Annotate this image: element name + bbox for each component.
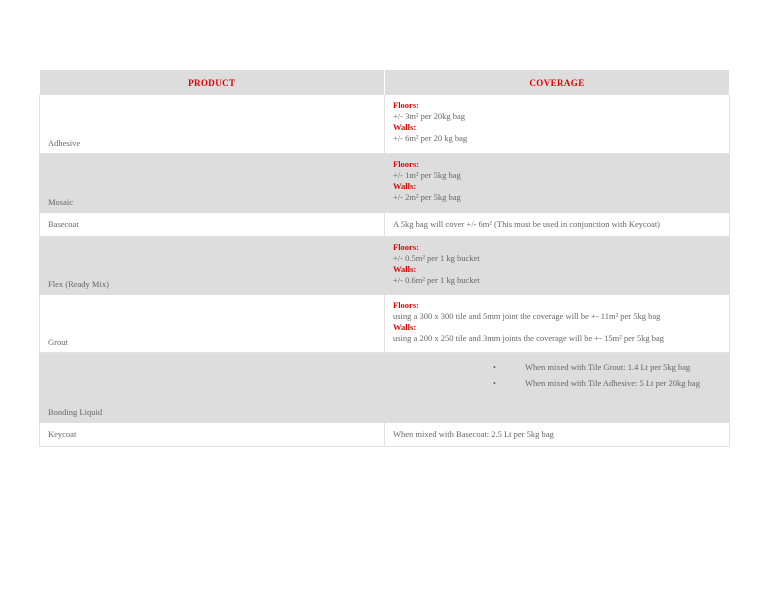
header-coverage: COVERAGE bbox=[385, 70, 730, 95]
table-row bbox=[40, 153, 730, 212]
walls-label: Walls bbox=[393, 122, 414, 132]
floors-label: Floors bbox=[393, 158, 417, 169]
walls-label: Walls bbox=[393, 321, 414, 332]
table-row bbox=[40, 352, 730, 422]
floors-value: +/- 3m² per 20kg bag bbox=[393, 111, 466, 121]
coverage-cell: Floors: +/- 0.5m² per 1 kg bucket Walls: +/- 0.6m² per 1 kg bucket bbox=[385, 236, 730, 294]
bullet-list bbox=[493, 362, 721, 389]
table-header-row bbox=[40, 70, 730, 95]
table-row bbox=[40, 236, 730, 294]
bullet-icon: • bbox=[493, 377, 496, 388]
product-cell: Flex (Ready Mix) bbox=[40, 236, 385, 294]
coverage-cell: Floors: +/- 1m² per 5kg bag Walls: +/- 2m² per 5kg bag bbox=[385, 153, 730, 212]
list-item bbox=[493, 362, 719, 373]
walls-label: Walls bbox=[393, 180, 414, 191]
coverage-cell: When mixed with Basecoat: 2.5 Lt per 5kg bag bbox=[385, 422, 730, 446]
coverage-table bbox=[39, 70, 730, 447]
header-product: PRODUCT bbox=[40, 70, 385, 95]
coverage-cell: A 5kg bag will cover +/- 6m² (This must be used in conjunction with Keycoat) bbox=[385, 212, 730, 236]
bullet-icon: • bbox=[493, 361, 496, 372]
walls-value: +/- 6m² per 20 kg bag bbox=[393, 133, 468, 143]
floors-value: +/- 1m² per 5kg bag bbox=[393, 169, 461, 180]
walls-label: Walls bbox=[393, 263, 414, 274]
floors-label: Floors bbox=[393, 100, 417, 110]
table-row bbox=[40, 212, 730, 236]
bullet-text: When mixed with Tile Adhesive: 5 Lt per 20kg bag bbox=[525, 377, 700, 388]
table-row bbox=[40, 95, 730, 153]
floors-label: Floors bbox=[393, 241, 417, 252]
floors-value: using a 300 x 300 tile and 5mm joint the coverage will be +- 11m² per 5kg bag bbox=[393, 310, 661, 321]
product-cell: Adhesive bbox=[40, 95, 385, 153]
table-row bbox=[40, 294, 730, 352]
floors-value: +/- 0.5m² per 1 kg bucket bbox=[393, 252, 480, 263]
floors-label: Floors bbox=[393, 299, 417, 310]
walls-value: +/- 2m² per 5kg bag bbox=[393, 191, 461, 202]
coverage-cell: Floors: +/- 3m² per 20kg bag Walls: +/- 6m² per 20 kg bag bbox=[385, 95, 730, 153]
table-row bbox=[40, 422, 730, 446]
walls-value: using a 200 x 250 tile and 3mm joints the coverage will be +- 15m² per 5kg bag bbox=[393, 332, 665, 343]
product-cell: Keycoat bbox=[40, 422, 385, 446]
product-cell: Grout bbox=[40, 294, 385, 352]
list-item bbox=[493, 378, 719, 389]
product-cell: Mosaic bbox=[40, 153, 385, 212]
coverage-cell: Floors: using a 300 x 300 tile and 5mm joint the coverage will be +- 11m² per 5kg bag Walls: using a 200 x 250 tile and 3mm joints the coverage will be +- 15m² per 5kg bag bbox=[385, 294, 730, 352]
product-cell: Bonding Liquid bbox=[40, 352, 385, 422]
coverage-cell bbox=[385, 352, 730, 422]
product-cell: Basecoat bbox=[40, 212, 385, 236]
walls-value: +/- 0.6m² per 1 kg bucket bbox=[393, 274, 480, 285]
bullet-text: When mixed with Tile Grout: 1.4 Lt per 5kg bag bbox=[525, 361, 691, 372]
